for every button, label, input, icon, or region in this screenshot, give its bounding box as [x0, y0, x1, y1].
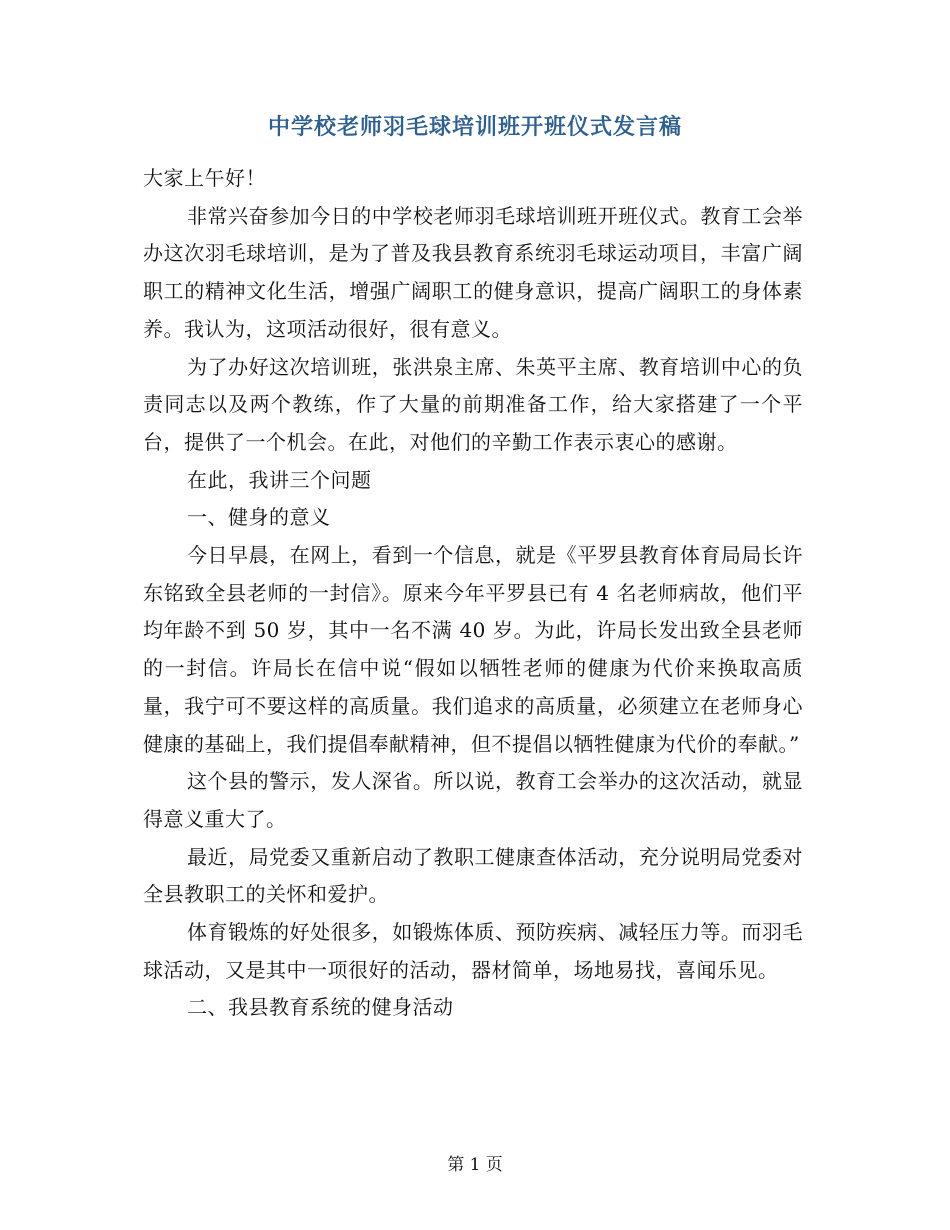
page-number: 第 1 页 — [447, 1155, 503, 1175]
document-body — [143, 160, 803, 1027]
body-paragraph: 在此，我讲三个问题 — [187, 467, 372, 492]
section-heading: 一、健身的意义 — [187, 505, 331, 530]
body-paragraph: 今日早晨，在网上，看到一个信息，就是《平罗县教育体育局局长许东铭致全县老师的一封信》。原来今年平罗县已有 4 名老师病故，他们平均年龄不到 50 岁，其中一名不满 40 岁。为此，许局长发出致全县老师的一封信。许局长在信中说“假如以牺牲老师的健康为代价来换取高质量，我宁可不要这样的高质量。我们追求的高质量，必须建立在老师身心健康的基础上，我们提倡奉献精神，但不提倡以牺牲健康为代价的奉献。” — [143, 543, 803, 756]
body-paragraph: 非常兴奋参加今日的中学校老师羽毛球培训班开班仪式。教育工会举办这次羽毛球培训，是为了普及我县教育系统羽毛球运动项目，丰富广阔职工的精神文化生活，增强广阔职工的健身意识，提高广阔职工的身体素养。我认为，这项活动很好，很有意义。 — [143, 203, 803, 341]
greeting-paragraph: 大家上午好！ — [143, 166, 266, 190]
body-paragraph: 最近，局党委又重新启动了教职工健康查体活动，充分说明局党委对全县教职工的关怀和爱护。 — [143, 844, 803, 907]
document-title: 中学校老师羽毛球培训班开班仪式发言稿 — [267, 114, 682, 140]
body-paragraph: 为了办好这次培训班，张洪泉主席、朱英平主席、教育培训中心的负责同志以及两个教练，作了大量的前期准备工作，给大家搭建了一个平台，提供了一个机会。在此，对他们的辛勤工作表示衷心的感谢。 — [143, 354, 803, 454]
section-heading: 二、我县教育系统的健身活动 — [187, 995, 454, 1020]
body-paragraph: 这个县的警示，发人深省。所以说，教育工会举办的这次活动，就显得意义重大了。 — [143, 769, 803, 831]
body-paragraph: 体育锻炼的好处很多，如锻炼体质、预防疾病、减轻压力等。而羽毛球活动，又是其中一项很好的活动，器材简单，场地易找，喜闻乐见。 — [143, 920, 803, 982]
